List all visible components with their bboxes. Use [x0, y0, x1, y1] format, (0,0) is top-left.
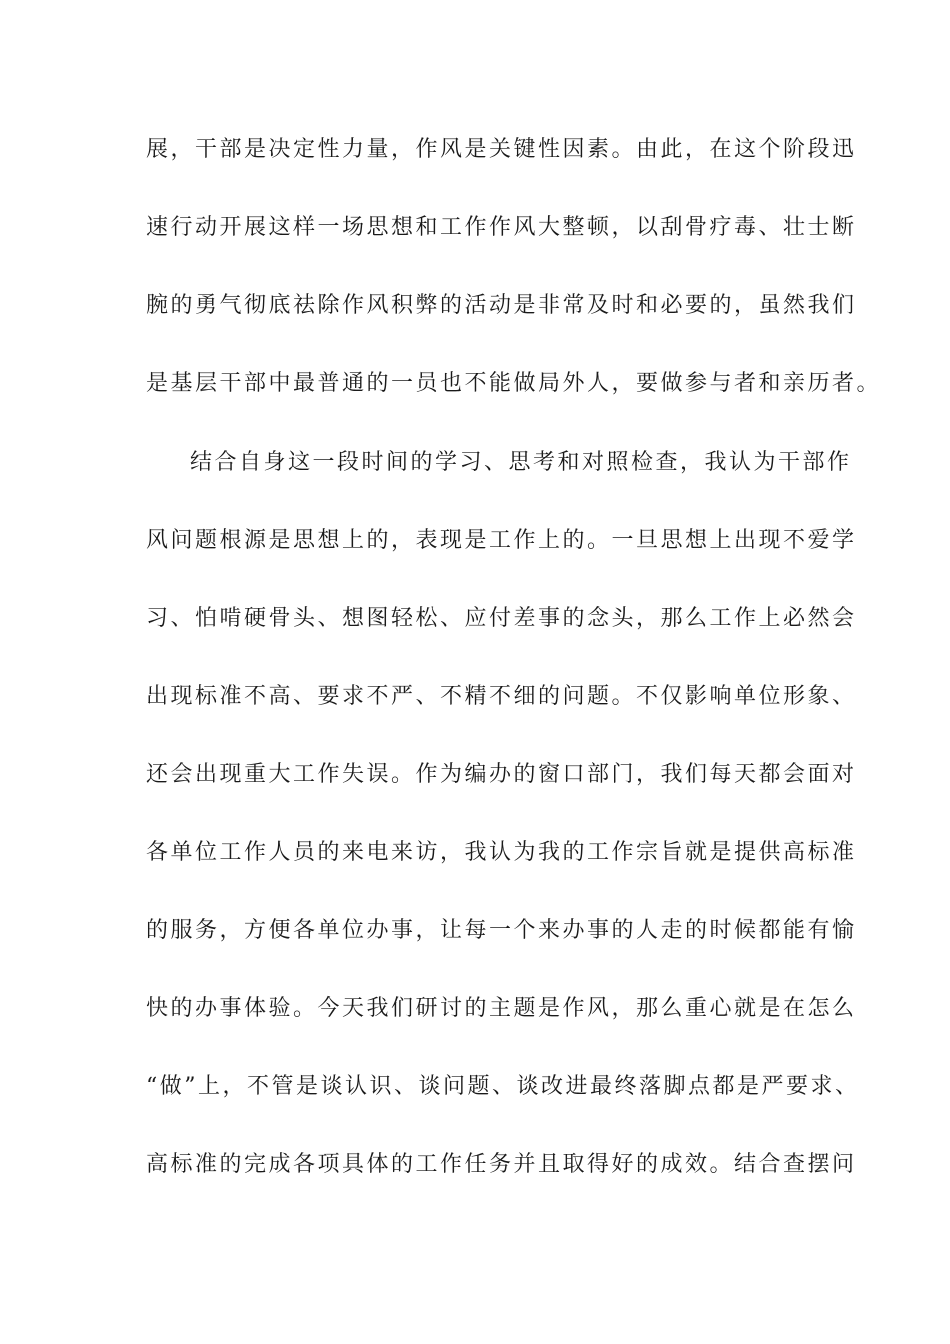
text-line: 展，干部是决定性力量，作风是关键性因素。由此，在这个阶段迅 — [146, 137, 857, 162]
text-line: 腕的勇气彻底祛除作风积弊的活动是非常及时和必要的，虽然我们 — [146, 293, 857, 318]
text-line: 速行动开展这样一场思想和工作作风大整顿，以刮骨疗毒、壮士断 — [146, 215, 857, 240]
text-line: “做”上，不管是谈认识、谈问题、谈改进最终落脚点都是严要求、 — [146, 1074, 860, 1099]
text-line: 习、怕啃硬骨头、想图轻松、应付差事的念头，那么工作上必然会 — [146, 606, 857, 631]
paragraph-first-line: 结合自身这一段时间的学习、思考和对照检查，我认为干部作 — [190, 450, 852, 475]
text-line: 出现标准不高、要求不严、不精不细的问题。不仅影响单位形象、 — [146, 684, 857, 709]
text-line: 还会出现重大工作失误。作为编办的窗口部门，我们每天都会面对 — [146, 762, 857, 787]
text-line: 快的办事体验。今天我们研讨的主题是作风，那么重心就是在怎么 — [146, 996, 857, 1021]
text-line: 各单位工作人员的来电来访，我认为我的工作宗旨就是提供高标准 — [146, 840, 857, 865]
text-line: 风问题根源是思想上的，表现是工作上的。一旦思想上出现不爱学 — [146, 528, 857, 553]
text-line: 是基层干部中最普通的一员也不能做局外人，要做参与者和亲历者。 — [146, 371, 882, 396]
text-line: 的服务，方便各单位办事，让每一个来办事的人走的时候都能有愉 — [146, 918, 857, 943]
text-line: 高标准的完成各项具体的工作任务并且取得好的成效。结合查摆问 — [146, 1152, 857, 1177]
